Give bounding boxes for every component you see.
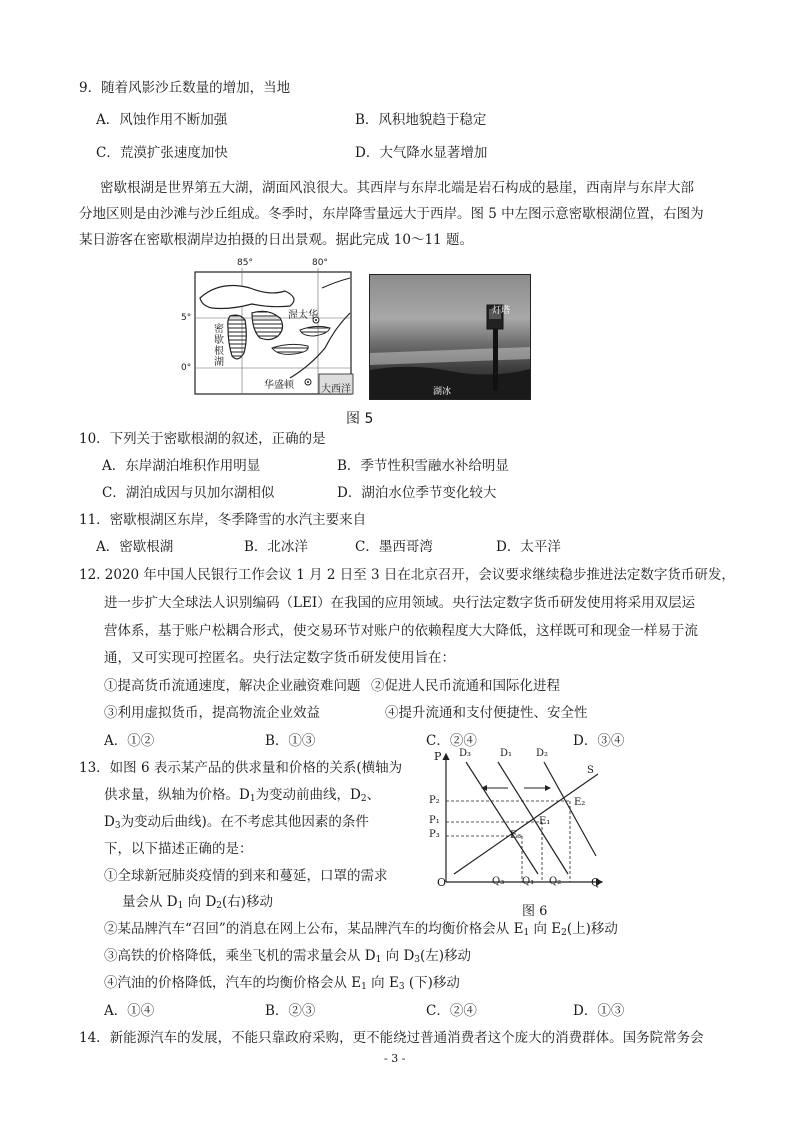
origin-label: O [437, 876, 447, 889]
q12-item-2: ②促进人民币流通和国际化进程 [371, 678, 560, 694]
demand-curve-d1 [498, 762, 568, 874]
map-city-washington: 华盛顿 [264, 380, 294, 391]
q13-option-a[interactable]: A．①④ [104, 1003, 155, 1019]
q10-option-c[interactable]: C．湖泊成因与贝加尔湖相似 [102, 485, 275, 501]
tick-q1: Q₁ [522, 876, 535, 887]
page-number: - 3 - [384, 1052, 406, 1065]
photo-lighthouse-label: 灯塔 [492, 306, 511, 316]
q10-option-d[interactable]: D．湖泊水位季节变化较大 [337, 485, 497, 501]
q12-line-3: 营体系，基于账户松耦合形式，使交易环节对账户的依赖程度大大降低，这样既可和现金一样易于流 [104, 623, 698, 639]
axis-q-label: Q [591, 876, 601, 889]
passage-line-1: 密歇根湖是世界第五大湖，湖面风浪很大。其西岸与东岸北端是岩石构成的悬崖，西南岸与东岸大部 [100, 180, 694, 196]
q13-stem-1: 13．如图 6 表示某产品的供求量和价格的关系(横轴为 [79, 760, 403, 776]
q12-item-4: ④提升流通和支付便捷性、安全性 [385, 705, 588, 721]
curve-d1-label: D₁ [500, 748, 513, 759]
photo-ice-label: 湖冰 [433, 387, 452, 397]
sunrise-lake-photo [369, 274, 531, 400]
q13-stem-4: 下，以下描述正确的是： [104, 841, 253, 857]
point-e3-label: E₃ [510, 830, 522, 841]
q9-option-c[interactable]: C．荒漠扩张速度加快 [96, 145, 228, 161]
map-ocean-atlantic: 大西洋 [321, 384, 351, 395]
q12-item-1: ①提高货币流通速度，解决企业融资难问题 [104, 678, 361, 694]
q12-line-4: 通，又可实现可控匿名。央行法定数字货币研发使用旨在： [104, 650, 455, 666]
q12-option-b[interactable]: B．①③ [265, 733, 316, 749]
q9-stem: 9．随着风影沙丘数量的增加，当地 [79, 80, 291, 96]
q9-option-a[interactable]: A．风蚀作用不断加强 [96, 112, 228, 128]
q10-option-b[interactable]: B．季节性积雪融水补给明显 [337, 458, 509, 474]
point-e1-label: E₁ [539, 816, 551, 827]
q13-item-3: ③高铁的价格降低，乘坐飞机的需求量会从 $D_1$ 向 $D_3$(左)移动 [104, 948, 472, 965]
map-lake-label: 密 歇 根 湖 [214, 324, 224, 368]
q11-option-c[interactable]: C．墨西哥湾 [355, 539, 433, 555]
q13-stem-3: $D_3$为变动后曲线)。在不考虑其他因素的条件 [104, 814, 369, 831]
point-e2-label: E₂ [574, 797, 586, 808]
q11-option-d[interactable]: D．太平洋 [496, 539, 561, 555]
supply-curve [454, 774, 598, 874]
q9-option-b[interactable]: B．风积地貌趋于稳定 [355, 112, 487, 128]
tick-p2: P₂ [429, 795, 440, 806]
q14-line-1: 14．新能源汽车的发展，不能只靠政府采购，更不能绕过普通消费者这个庞大的消费群体。国务院常务会 [79, 1030, 704, 1046]
q13-option-b[interactable]: B．②③ [265, 1003, 316, 1019]
passage-line-2: 分地区则是由沙滩与沙丘组成。冬季时，东岸降雪量远大于西岸。图 5 中左图示意密歇根湖位置，右图为 [79, 206, 704, 222]
q12-line-2: 进一步扩大全球法人识别编码（LEI）在我国的应用领域。央行法定数字货币研发使用将采用双层运 [104, 595, 696, 611]
passage-line-3: 某日游客在密歇根湖岸边拍摄的日出景观。据此完成 10～11 题。 [79, 232, 473, 248]
q13-item-1-line-2: 量会从 $D_1$ 向 $D_2$(右)移动 [122, 894, 274, 911]
q12-option-a[interactable]: A．①② [104, 733, 155, 749]
q13-item-1-line-1: ①全球新冠肺炎疫情的到来和蔓延，口罩的需求 [104, 868, 388, 884]
q10-option-a[interactable]: A．东岸湖泊堆积作用明显 [102, 458, 261, 474]
map-city-ottawa: 渥太华 [288, 310, 318, 321]
q11-option-b[interactable]: B．北冰洋 [244, 539, 308, 555]
map-lat-0: 0° [181, 363, 192, 373]
curve-d3-label: D₃ [459, 748, 472, 759]
q13-option-c[interactable]: C．②④ [426, 1003, 477, 1019]
axis-p-label: P [434, 750, 442, 763]
figure5-caption: 图 5 [346, 411, 374, 427]
q10-stem: 10．下列关于密歇根湖的叙述，正确的是 [79, 431, 326, 447]
q13-stem-2: 供求量，纵轴为价格。$D_1$为变动前曲线，$D_2$、 [104, 787, 381, 804]
map-lat-5: 5° [181, 313, 192, 323]
tick-q3: Q₃ [492, 876, 505, 887]
q11-stem: 11．密歇根湖区东岸，冬季降雪的水汽主要来自 [79, 512, 367, 528]
demand-curve-d3 [466, 762, 538, 874]
q11-option-a[interactable]: A．密歇根湖 [96, 539, 174, 555]
map-lon-85: 85° [237, 258, 253, 268]
q12-option-d[interactable]: D．③④ [573, 733, 625, 749]
q13-option-d[interactable]: D．①③ [573, 1003, 625, 1019]
map-lon-80: 80° [312, 258, 328, 268]
q13-item-4: ④汽油的价格降低，汽车的均衡价格会从 $E_1$ 向 $E_3$ (下)移动 [104, 975, 460, 992]
tick-q2: Q₂ [549, 876, 562, 887]
q12-line-1: 12. 2020 年中国人民银行工作会议 1 月 2 日至 3 日在北京召开，会议要求继续稳步推进法定数字货币研发， [79, 567, 735, 583]
curve-s-label: S [587, 765, 594, 776]
q13-item-2: ②某品牌汽车“召回”的消息在网上公布，某品牌汽车的均衡价格会从 $E_1$ 向 $E_2$(上)移动 [104, 921, 618, 938]
curve-d2-label: D₂ [536, 748, 549, 759]
q9-option-d[interactable]: D．大气降水显著增加 [355, 145, 488, 161]
q12-option-c[interactable]: C．②④ [426, 733, 477, 749]
figure6-caption: 图 6 [522, 904, 548, 919]
q12-item-3: ③利用虚拟货币，提高物流企业效益 [104, 705, 320, 721]
tick-p1: P₁ [429, 815, 440, 826]
tick-p3: P₃ [429, 829, 440, 840]
